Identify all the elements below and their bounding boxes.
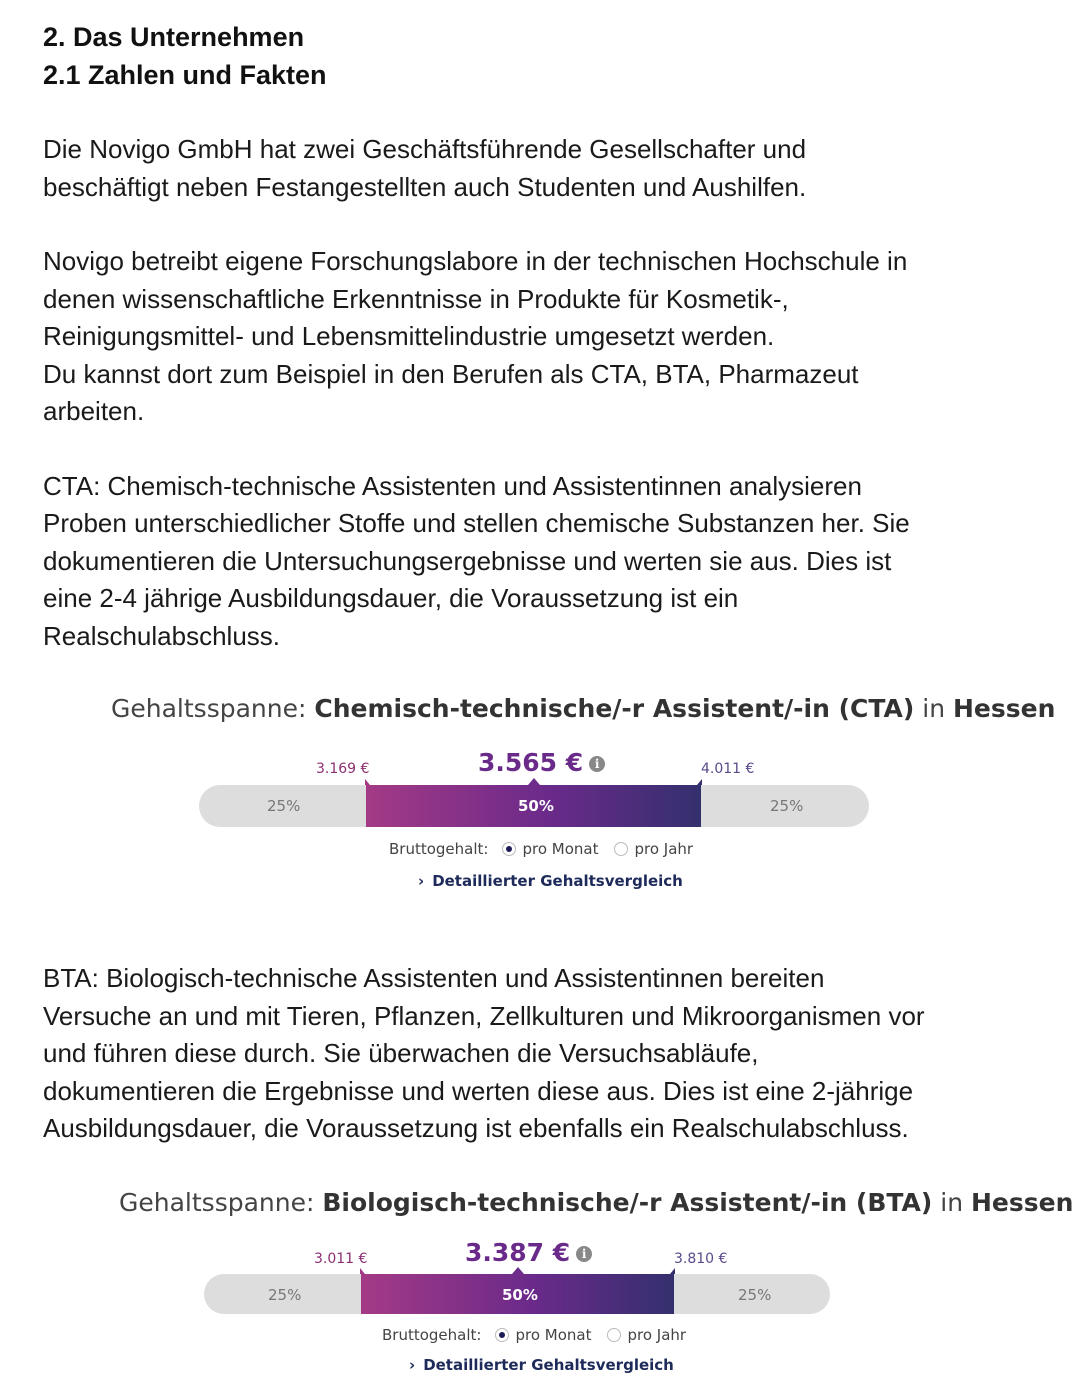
segment-left-label: 25% bbox=[267, 797, 301, 815]
text-line: dokumentieren die Untersuchungsergebnisse und werten sie aus. Dies ist bbox=[43, 545, 892, 576]
salary-high: 4.011 € bbox=[701, 761, 755, 777]
text-line: Du kannst dort zum Beispiel in den Berufen als CTA, BTA, Pharmazeut bbox=[43, 358, 859, 389]
text-line: Die Novigo GmbH hat zwei Geschäftsführende Gesellschafter und bbox=[43, 134, 807, 164]
salary-high: 3.810 € bbox=[674, 1251, 728, 1267]
text-line: CTA: Chemisch-technische Assistenten und Assistentinnen analysieren bbox=[43, 470, 862, 501]
labs-paragraph bbox=[43, 243, 1033, 431]
radio-per-year[interactable] bbox=[607, 1328, 621, 1342]
text-line: arbeiten. bbox=[43, 396, 145, 426]
text-line: eine 2-4 jährige Ausbildungsdauer, die Voraussetzung ist ein bbox=[43, 583, 739, 613]
intro-paragraph bbox=[43, 131, 1033, 206]
info-icon[interactable]: i bbox=[576, 1246, 592, 1262]
link-label[interactable]: Detaillierter Gehaltsvergleich bbox=[423, 1356, 674, 1374]
cta-paragraph bbox=[43, 468, 1033, 656]
salary-low: 3.169 € bbox=[316, 761, 370, 777]
radio-per-month[interactable] bbox=[495, 1328, 509, 1342]
detailed-salary-comparison-link[interactable] bbox=[418, 872, 683, 890]
radio-per-year-label[interactable]: pro Jahr bbox=[627, 1326, 687, 1344]
segment-right-label: 25% bbox=[738, 1286, 772, 1304]
chevron-right-icon: › bbox=[409, 1356, 416, 1374]
text-line: Versuche an und mit Tieren, Pflanzen, Zellkulturen und Mikroorganismen vor bbox=[43, 1000, 925, 1031]
region: Hessen bbox=[952, 694, 1056, 723]
bta-paragraph bbox=[43, 960, 1043, 1148]
document bbox=[43, 18, 1033, 655]
text-line: beschäftigt neben Festangestellten auch Studenten und Aushilfen. bbox=[43, 171, 807, 202]
text-line: Ausbildungsdauer, die Voraussetzung ist ebenfalls ein Realschulabschluss. bbox=[43, 1113, 909, 1143]
salary-median bbox=[465, 1238, 592, 1267]
median-marker bbox=[528, 778, 540, 785]
segment-left-label: 25% bbox=[268, 1286, 302, 1304]
gross-salary-options bbox=[389, 840, 693, 858]
salary-median-value: 3.387 € bbox=[465, 1238, 571, 1267]
text-line: BTA: Biologisch-technische Assistenten und Assistentinnen bereiten bbox=[43, 963, 825, 993]
detailed-salary-comparison-link[interactable] bbox=[409, 1356, 674, 1374]
title-prefix: Gehaltsspanne: bbox=[111, 694, 315, 723]
text-line: Proben unterschiedlicher Stoffe und stellen chemische Substanzen her. Sie bbox=[43, 508, 910, 538]
brutto-label: Bruttogehalt: bbox=[382, 1326, 482, 1344]
chevron-right-icon: › bbox=[418, 872, 425, 890]
text-line: Realschulabschluss. bbox=[43, 620, 281, 651]
salary-widget-title bbox=[111, 694, 1055, 723]
title-in: in bbox=[932, 1188, 971, 1217]
text-line: Novigo betreibt eigene Forschungslabore in der technischen Hochschule in bbox=[43, 246, 908, 276]
link-label[interactable]: Detaillierter Gehaltsvergleich bbox=[432, 872, 683, 890]
info-icon[interactable]: i bbox=[589, 756, 605, 772]
job-title: Biologisch-technische/-r Assistent/-in (BTA) bbox=[322, 1188, 933, 1217]
text-line: Reinigungsmittel- und Lebensmittelindustrie umgesetzt werden. bbox=[43, 321, 775, 351]
brutto-label: Bruttogehalt: bbox=[389, 840, 489, 858]
text-line: und führen diese durch. Sie überwachen die Versuchsabläufe, bbox=[43, 1038, 759, 1068]
radio-per-month-label[interactable]: pro Monat bbox=[522, 840, 599, 858]
median-marker bbox=[512, 1267, 524, 1274]
section-heading: 2. Das Unternehmen bbox=[43, 22, 305, 52]
text-line: dokumentieren die Ergebnisse und werten diese aus. Dies ist eine 2-jährige bbox=[43, 1075, 914, 1106]
text-line: denen wissenschaftliche Erkenntnisse in Produkte für Kosmetik-, bbox=[43, 283, 789, 314]
subsection-heading: 2.1 Zahlen und Fakten bbox=[43, 60, 327, 90]
salary-low: 3.011 € bbox=[314, 1251, 368, 1267]
segment-right-label: 25% bbox=[770, 797, 804, 815]
radio-per-year[interactable] bbox=[614, 842, 628, 856]
gross-salary-options bbox=[382, 1326, 686, 1344]
radio-per-month[interactable] bbox=[502, 842, 516, 856]
segment-mid-label: 50% bbox=[502, 1286, 538, 1304]
job-title: Chemisch-technische/-r Assistent/-in (CTA) bbox=[314, 694, 915, 723]
radio-per-year-label[interactable]: pro Jahr bbox=[634, 840, 694, 858]
title-prefix: Gehaltsspanne: bbox=[119, 1188, 323, 1217]
salary-median-value: 3.565 € bbox=[478, 748, 584, 777]
radio-per-month-label[interactable]: pro Monat bbox=[515, 1326, 592, 1344]
salary-median bbox=[478, 748, 605, 777]
salary-widget-title bbox=[119, 1188, 1073, 1217]
segment-mid-label: 50% bbox=[518, 797, 554, 815]
region: Hessen bbox=[970, 1188, 1074, 1217]
title-in: in bbox=[914, 694, 953, 723]
